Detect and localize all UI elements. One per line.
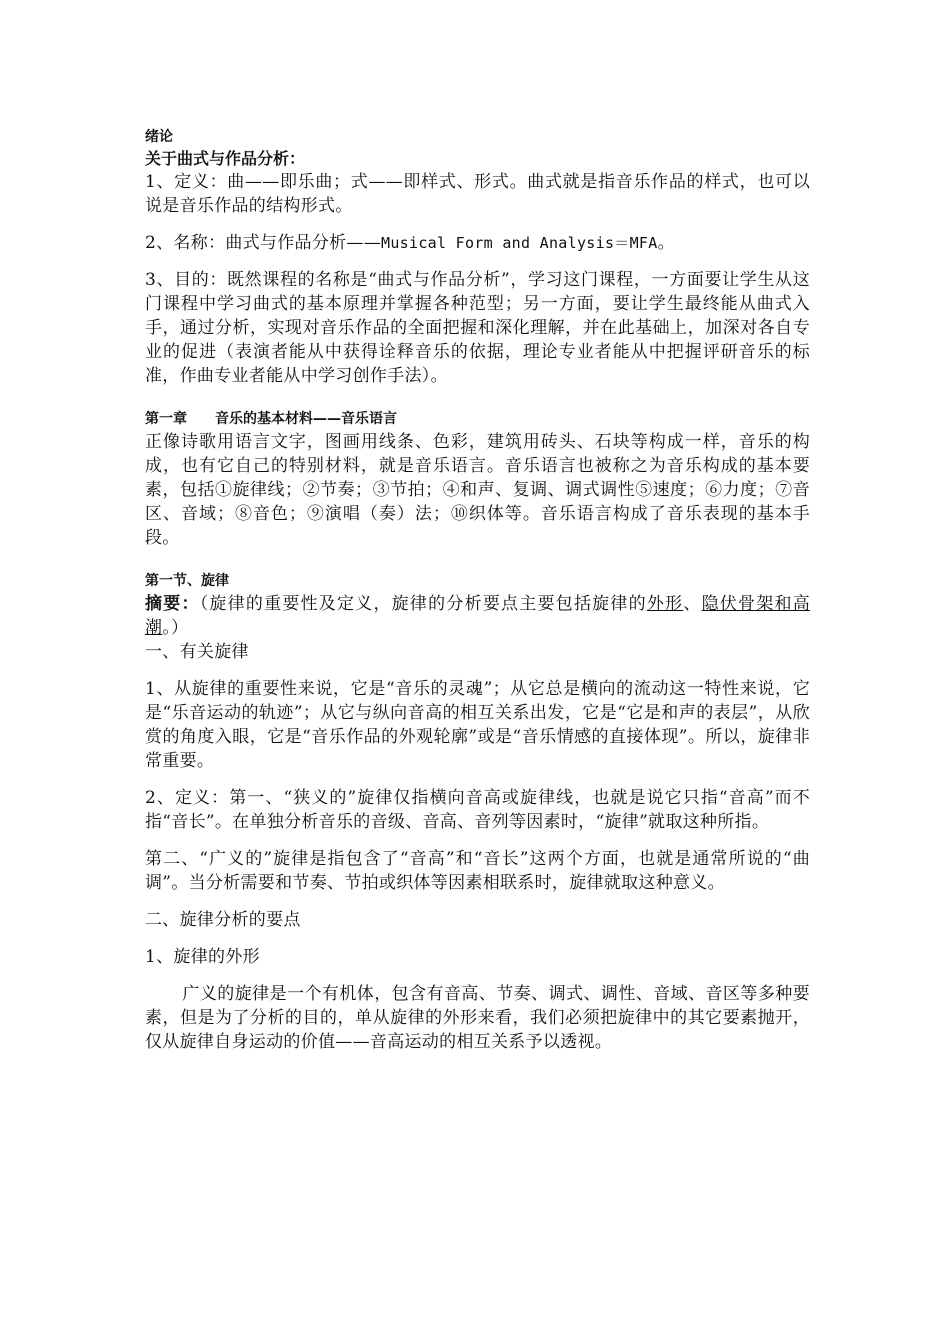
section1-heading: 第一节、旋律 <box>145 573 229 589</box>
section1-paragraph-broad: 第二、“广义的”旋律是指包含了“音高”和“音长”这两个方面，也就是通常所说的“曲调”。当分析需要和节奏、节拍或织体等因素相联系时，旋律就取这种意义。 <box>145 849 810 893</box>
section1-paragraph-outline: 广义的旋律是一个有机体，包含有音高、节奏、调式、调性、音域、音区等多种要素，但是为了分析的目的，单从旋律的外形来看，我们必须把旋律中的其它要素抛开，仅从旋律自身运动的价值——音高运动的相互关系予以透视。 <box>145 984 810 1052</box>
abstract-text-c: 。） <box>162 618 189 638</box>
intro-name-prefix: 2、名称：曲式与作品分析—— <box>145 233 382 253</box>
section1-paragraph-definition: 2、定义：第一、“狭义的”旋律仅指横向音高或旋律线，也就是说它只指“音高”而不指“音长”。在单独分析音乐的音级、音高、音列等因素时，“旋律”就取这种所指。 <box>145 788 810 832</box>
intro-paragraph-purpose: 3、目的：既然课程的名称是“曲式与作品分析”，学习这门课程，一方面要让学生从这门课程中学习曲式的基本原理并掌握各种范型；另一方面，要让学生最终能从曲式入手，通过分析，实现对音乐作品的全面把握和深化理解，并在此基础上，加深对各自专业的促进（表演者能从中获得诠释音乐的依据，理论专业者能从中把握评研音乐的标准，作曲专业者能从中学习创作手法）。 <box>145 270 810 386</box>
document-page <box>145 126 810 1054</box>
abstract-link-outline: 外形 <box>646 594 684 614</box>
abstract-link-skeleton: 隐伏骨架和高潮 <box>145 594 810 638</box>
chapter1-paragraph: 正像诗歌用语言文字，图画用线条、色彩，建筑用砖头、石块等构成一样，音乐的构成，也有它自己的特别材料，就是音乐语言。音乐语言也被称之为音乐构成的基本要素，包括①旋律线；②节奏；③节拍；④和声、复调、调式调性⑤速度；⑥力度；⑦音区、音域；⑧音色；⑨演唱（奏）法；⑩织体等。音乐语言构成了音乐表现的基本手段。 <box>145 432 810 548</box>
intro-paragraph-definition: 1、定义：曲——即乐曲；式——即样式、形式。曲式就是指音乐作品的样式，也可以说是音乐作品的结构形式。 <box>145 172 810 216</box>
section1-subheading-2-1: 1、旋律的外形 <box>145 947 260 967</box>
intro-paragraph-name <box>145 231 810 255</box>
intro-subtitle: 关于曲式与作品分析： <box>145 149 306 168</box>
section1-paragraph-importance: 1、从旋律的重要性来说，它是“音乐的灵魂”；从它总是横向的流动这一特性来说，它是“乐音运动的轨迹”；从它与纵向音高的相互关系出发，它是“它是和声的表层”，从欣赏的角度入眼，它是“音乐作品的外观轮廓”或是“音乐情感的直接体现”。所以，旋律非常重要。 <box>145 679 810 771</box>
abstract-label: 摘要： <box>145 594 200 614</box>
chapter1-heading: 第一章 音乐的基本材料——音乐语言 <box>145 411 397 427</box>
intro-name-suffix: 。 <box>657 233 675 253</box>
abstract-text-b: 、 <box>683 594 702 614</box>
abstract-text-a: （旋律的重要性及定义，旋律的分析要点主要包括旋律的 <box>199 594 647 614</box>
intro-title: 绪论 <box>145 129 173 145</box>
section1-subheading-1: 一、有关旋律 <box>145 642 249 662</box>
section1-abstract <box>145 592 810 640</box>
intro-name-term: Musical Form and Analysis＝MFA <box>381 234 658 252</box>
section1-subheading-2: 二、旋律分析的要点 <box>145 910 301 930</box>
